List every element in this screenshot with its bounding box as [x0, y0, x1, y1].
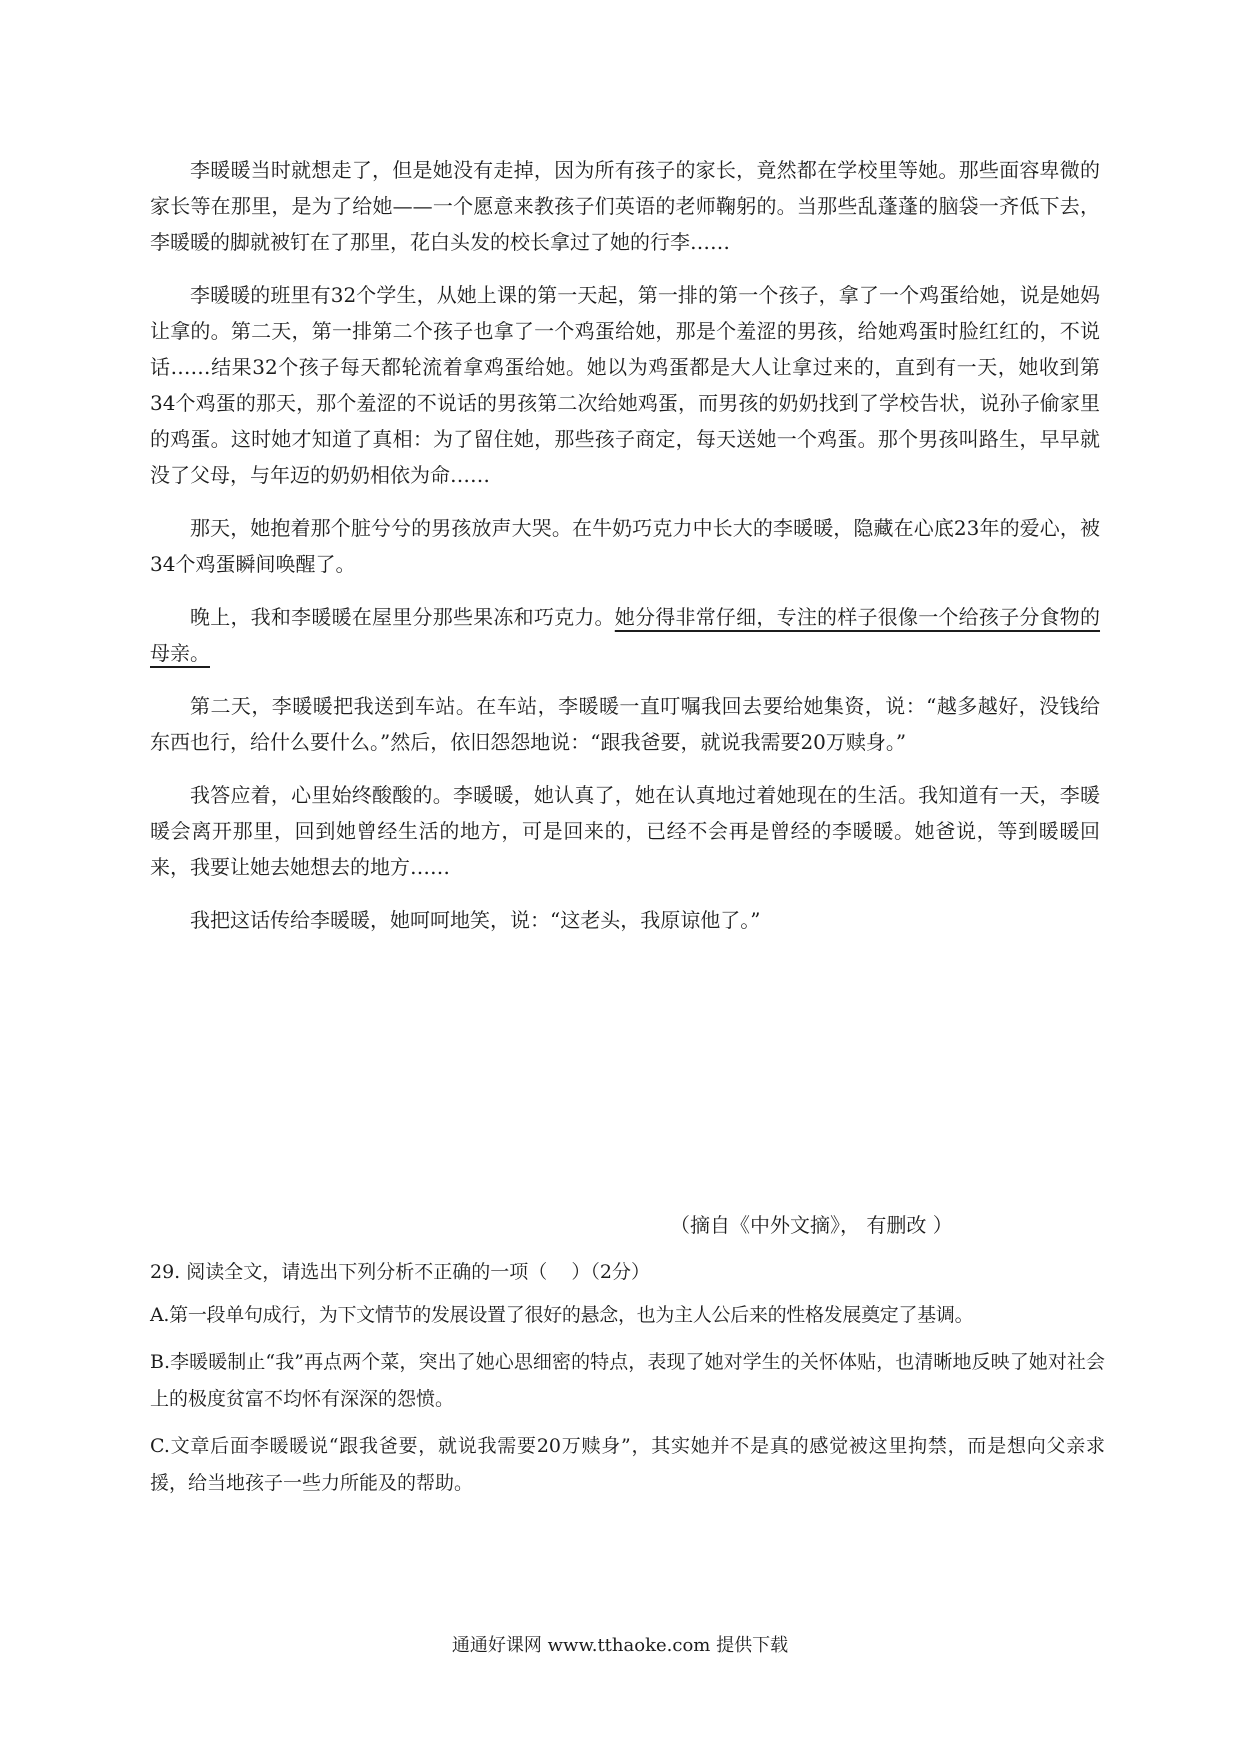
article-body: [150, 152, 1100, 955]
paragraph-6: 我答应着，心里始终酸酸的。李暖暖，她认真了，她在认真地过着她现在的生活。我知道有一天，李暖暖会离开那里，回到她曾经生活的地方，可是回来的，已经不会再是曾经的李暖暖。她爸说，等到暖暖回来，我要让她去她想去的地方……: [150, 783, 1100, 879]
paragraph-3: 那天，她抱着那个脏兮兮的男孩放声大哭。在牛奶巧克力中长大的李暖暖，隐藏在心底23年的爱心，被34个鸡蛋瞬间唤醒了。: [150, 516, 1100, 576]
paragraph-7: 我把这话传给李暖暖，她呵呵地笑，说：“这老头，我原谅他了。”: [190, 908, 761, 932]
page-footer: 通通好课网 www.tthaoke.com 提供下载: [451, 1635, 789, 1656]
paragraph-4-lead: 晚上，我和李暖暖在屋里分那些果冻和巧克力。: [190, 605, 615, 629]
question-29: [150, 1257, 1105, 1512]
option-c: C.文章后面李暖暖说“跟我爸要，就说我需要20万赎身”，其实她并不是真的感觉被这里拘禁，而是想向父亲求援，给当地孩子一些力所能及的帮助。: [150, 1435, 1105, 1494]
question-stem: 29. 阅读全文，请选出下列分析不正确的一项（ ）（2分）: [150, 1261, 651, 1283]
paragraph-4: [150, 599, 1100, 671]
underlined-sentence: 她分得非常仔细，专注的样子很像一个给孩子分食物的母亲。: [150, 605, 1101, 665]
paragraph-1: 李暖暖当时就想走了，但是她没有走掉，因为所有孩子的家长，竟然都在学校里等她。那些面容卑微的家长等在那里，是为了给她——一个愿意来教孩子们英语的老师鞠躬的。当那些乱蓬蓬的脑袋一齐低下去，李暖暖的脚就被钉在了那里，花白头发的校长拿过了她的行李……: [150, 158, 1100, 254]
source-citation: （摘自《中外文摘》， 有删改 ）: [670, 1213, 953, 1237]
option-b: B.李暖暖制止“我”再点两个菜，突出了她心思细密的特点，表现了她对学生的关怀体贴，也清晰地反映了她对社会上的极度贫富不均怀有深深的怨愤。: [150, 1351, 1105, 1410]
paragraph-5: 第二天，李暖暖把我送到车站。在车站，李暖暖一直叮嘱我回去要给她集资，说：“越多越好，没钱给东西也行，给什么要什么。”然后，依旧怨怨地说：“跟我爸要，就说我需要20万赎身。”: [150, 694, 1100, 754]
option-a: A.第一段单句成行，为下文情节的发展设置了很好的悬念，也为主人公后来的性格发展奠定了基调。: [150, 1304, 974, 1326]
paragraph-2: 李暖暖的班里有32个学生，从她上课的第一天起，第一排的第一个孩子，拿了一个鸡蛋给她，说是她妈让拿的。第二天，第一排第二个孩子也拿了一个鸡蛋给她，那是个羞涩的男孩，给她鸡蛋时脸红红的，不说话……结果32个孩子每天都轮流着拿鸡蛋给她。她以为鸡蛋都是大人让拿过来的，直到有一天，她收到第34个鸡蛋的那天，那个羞涩的不说话的男孩第二次给她鸡蛋，而男孩的奶奶找到了学校告状，说孙子偷家里的鸡蛋。这时她才知道了真相：为了留住她，那些孩子商定，每天送她一个鸡蛋。那个男孩叫路生，早早就没了父母，与年迈的奶奶相依为命……: [150, 283, 1100, 487]
